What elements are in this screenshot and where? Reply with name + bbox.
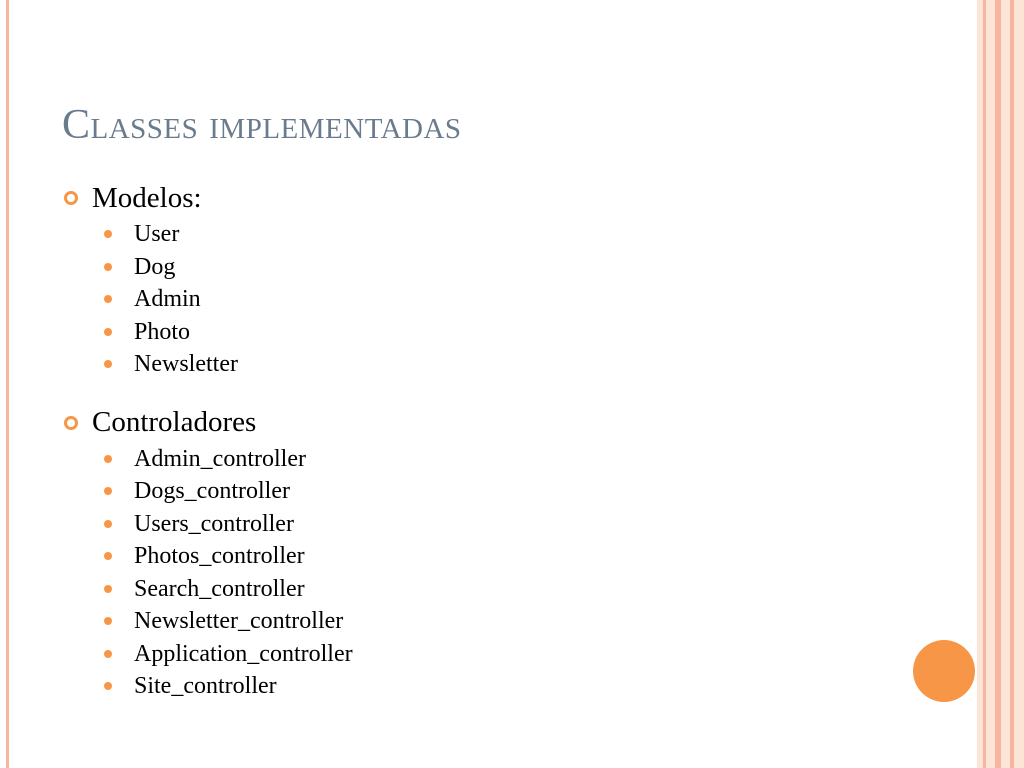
list-item-label: Photo (134, 318, 191, 345)
list-item-label: Photos_controller (134, 543, 305, 570)
list-item (104, 443, 944, 476)
section-modelos (64, 178, 944, 381)
list-item (104, 316, 944, 349)
dot-bullet-icon (104, 360, 112, 368)
right-frame-line (1010, 0, 1014, 768)
dot-bullet-icon (104, 455, 112, 463)
list-item-label: Newsletter_controller (134, 608, 344, 635)
ring-bullet-icon (64, 416, 78, 430)
list-item (104, 251, 944, 284)
dot-bullet-icon (104, 328, 112, 336)
controllers-list (64, 443, 944, 703)
section-controladores (64, 403, 944, 703)
list-item (104, 508, 944, 541)
section-heading-row (64, 403, 944, 443)
dot-bullet-icon (104, 682, 112, 690)
list-item (104, 283, 944, 316)
list-item-label: Dog (134, 253, 176, 280)
dot-bullet-icon (104, 263, 112, 271)
section-heading: Controladores (92, 406, 257, 438)
slide-title: Classes implementadas (62, 102, 462, 148)
left-frame-line (6, 0, 9, 768)
list-item-label: User (134, 221, 180, 248)
list-item (104, 218, 944, 251)
list-item (104, 670, 944, 703)
list-item-label: Search_controller (134, 575, 305, 602)
list-item (104, 540, 944, 573)
dot-bullet-icon (104, 295, 112, 303)
slide-content (64, 178, 944, 703)
models-list (64, 218, 944, 381)
dot-bullet-icon (104, 552, 112, 560)
section-heading-row (64, 178, 944, 218)
list-item (104, 573, 944, 606)
list-item (104, 638, 944, 671)
list-item-label: Admin_controller (134, 445, 306, 472)
list-item (104, 475, 944, 508)
list-item-label: Site_controller (134, 673, 277, 700)
decorative-circle (913, 640, 975, 702)
list-item-label: Newsletter (134, 351, 238, 378)
list-item (104, 348, 944, 381)
ring-bullet-icon (64, 191, 78, 205)
list-item-label: Admin (134, 286, 201, 313)
dot-bullet-icon (104, 617, 112, 625)
right-frame-line (995, 0, 1001, 768)
dot-bullet-icon (104, 520, 112, 528)
list-item-label: Dogs_controller (134, 478, 290, 505)
section-heading: Modelos: (92, 181, 202, 214)
dot-bullet-icon (104, 650, 112, 658)
dot-bullet-icon (104, 585, 112, 593)
list-item-label: Users_controller (134, 510, 294, 537)
dot-bullet-icon (104, 487, 112, 495)
dot-bullet-icon (104, 230, 112, 238)
list-item (104, 605, 944, 638)
list-item-label: Application_controller (134, 640, 353, 667)
right-frame-line (983, 0, 986, 768)
